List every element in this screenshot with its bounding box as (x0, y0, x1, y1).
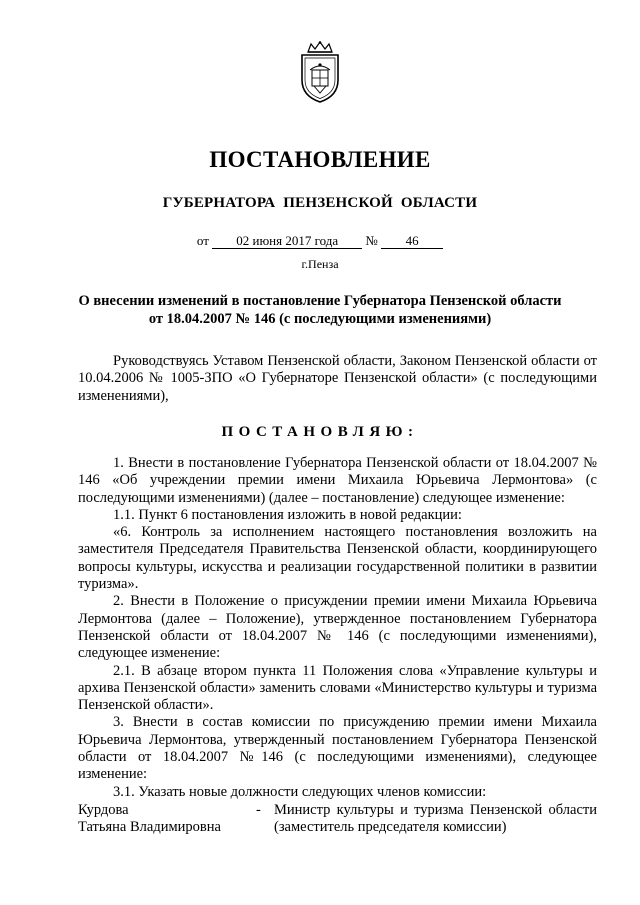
member-name (78, 802, 256, 837)
paragraph-2-1: 2.1. В абзаце втором пункта 11 Положения слова «Управление культуры и архива Пензенской области» заменить словами «Министерство культуры и туризма Пензенской области». (78, 662, 597, 714)
date-prefix: от (196, 233, 209, 248)
member-position: Министр культуры и туризма Пензенской области (заместитель председателя комиссии) (274, 801, 597, 836)
document-number: 46 (381, 234, 443, 249)
paragraph-2: 2. Внести в Положение о присуждении премии имени Михаила Юрьевича Лермонтова (далее – Положение), утвержденное постановлением Губернатора Пензенской области от 18.04.2007 № 146 (с последующими изменениями), следующее изменение: (78, 593, 597, 662)
paragraph-1-1: 1.1. Пункт 6 постановления изложить в новой редакции: (113, 506, 462, 523)
preamble-block (78, 353, 597, 405)
document-body (78, 455, 597, 837)
document-subtitle: ГУБЕРНАТОРА ПЕНЗЕНСКОЙ ОБЛАСТИ (162, 195, 478, 211)
paragraph-1: 1. Внести в постановление Губернатора Пензенской области от 18.04.2007 № 146 «Об учреждении премии имени Михаила Юрьевича Лермонтова» (с последующими изменениями) (далее – постановление) следующее изменение: (78, 455, 597, 506)
preamble-text: Руководствуясь Уставом Пензенской области, Законом Пензенской области от 10.04.2006 № 1005-ЗПО «О Губернаторе Пензенской области» (с последующими изменениями), (78, 353, 597, 404)
document-title: ПОСТАНОВЛЕНИЕ (209, 147, 431, 172)
heading-line-2: от 18.04.2007 № 146 (с последующими изменениями) (148, 311, 492, 327)
commission-member-row (78, 802, 597, 837)
document-date: 02 июня 2017 года (212, 234, 362, 249)
date-number-line (0, 233, 640, 249)
number-prefix: № (365, 233, 378, 248)
document-heading (0, 292, 640, 328)
member-given-names: Татьяна Владимировна (78, 819, 221, 836)
paragraph-6-quote: «6. Контроль за исполнением настоящего постановления возложить на заместителя Председателя Правительства Пензенской области, координирующего вопросы культуры, искусства и реализации государственной политики в развитии туризма». (78, 524, 597, 593)
member-dash: - (256, 801, 261, 818)
document-city: г.Пенза (301, 257, 339, 271)
coat-of-arms-icon (296, 40, 344, 104)
heading-line-1: О внесении изменений в постановление Губернатора Пензенской области (78, 293, 562, 309)
member-surname: Курдова (78, 801, 129, 818)
resolution-word: ПОСТАНОВЛЯЮ: (221, 424, 419, 440)
paragraph-3: 3. Внести в состав комиссии по присуждению премии имени Михаила Юрьевича Лермонтова, утвержденный постановлением Губернатора Пензенской области от 18.04.2007 №146 (с последующими изменениями), следующее изменение: (78, 714, 597, 783)
paragraph-3-1: 3.1. Указать новые должности следующих членов комиссии: (113, 783, 487, 800)
